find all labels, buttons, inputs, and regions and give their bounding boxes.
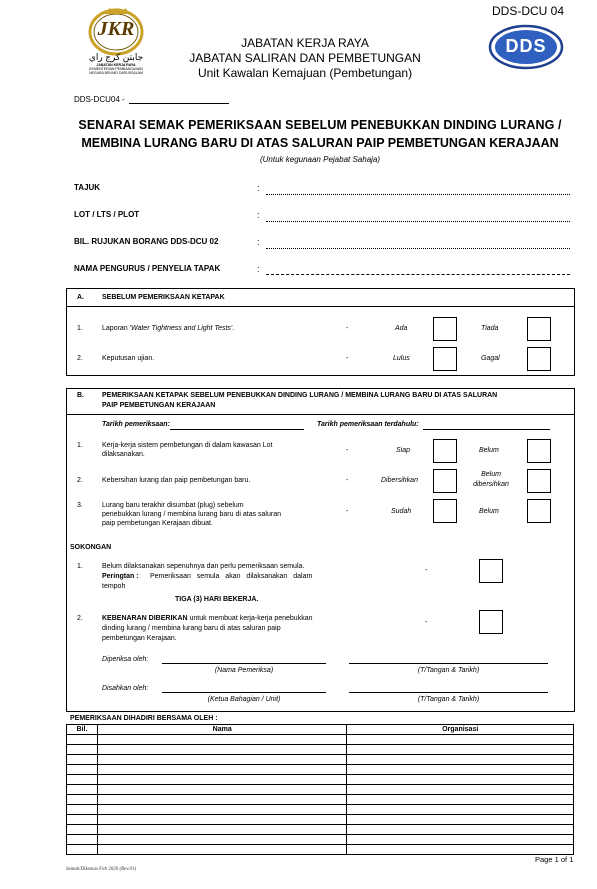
sokongan2-line3: pembetungan Kerajaan. <box>102 635 177 642</box>
col-header-bil: Bil. <box>67 725 98 735</box>
section-b-header-rule <box>66 414 574 415</box>
a2-opt1-checkbox[interactable] <box>433 347 457 371</box>
approved-name-caption: (Ketua Bahagian / Unit) <box>207 696 281 703</box>
field-label-tajuk: TAJUK <box>74 183 101 192</box>
sokongan1-peringtan: Peringtan : <box>102 573 139 580</box>
sokongan1-line2: Pemeriksaan semula akan dilaksanakan dalam <box>150 573 313 580</box>
b2-opt1-checkbox[interactable] <box>433 469 457 493</box>
bil-cell[interactable] <box>67 815 98 825</box>
sokongan1-bold: TIGA (3) HARI BEKERJA. <box>175 596 259 603</box>
organisasi-cell[interactable] <box>347 825 574 835</box>
b2-dash: - <box>346 477 349 484</box>
title-line2: MEMBINA LURANG BARU DI ATAS SALURAN PAIP PEMBETUNGAN KERAJAAN <box>81 136 559 150</box>
field-colon-lot: : <box>257 210 260 220</box>
b3-opt1-label: Sudah <box>391 508 412 515</box>
organisasi-cell[interactable] <box>347 775 574 785</box>
a2-opt1-label: Lulus <box>393 355 410 362</box>
bil-cell[interactable] <box>67 775 98 785</box>
a1-opt1-label: Ada <box>395 325 408 332</box>
nama-cell[interactable] <box>97 765 346 775</box>
b1-text2: dilaksanakan. <box>102 451 145 458</box>
a1-text-pre: Laporan <box>102 325 130 332</box>
nama-cell[interactable] <box>97 775 346 785</box>
jkr-logo-caption1: JABATAN KERJA RAYA <box>96 63 136 67</box>
section-a-title: SEBELUM PEMERIKSAAN KETAPAK <box>102 294 225 301</box>
ref-label: DDS-DCU04 - <box>74 95 125 104</box>
section-a-letter: A. <box>77 294 84 301</box>
org-line1: JABATAN KERJA RAYA <box>241 36 369 50</box>
field-label-lot: LOT / LTS / PLOT <box>74 210 140 219</box>
checked-name-line[interactable] <box>162 663 326 664</box>
jkr-logo-caption2: KEMENTERIAN PEMBANGUNAN <box>89 67 143 71</box>
jkr-logo-caption3: NEGARA BRUNEI DARUSSALAM <box>89 71 143 75</box>
sokongan1-line1: Belum dilaksanakan sepenuhnya dan perlu pemeriksaan semula. <box>102 563 305 570</box>
org-line2: JABATAN SALIRAN DAN PEMBETUNGAN <box>189 51 421 65</box>
organisasi-cell[interactable] <box>347 815 574 825</box>
sokongan2-num: 2. <box>77 615 83 622</box>
field-input-pengurus[interactable] <box>266 274 570 275</box>
a1-num: 1. <box>77 325 83 332</box>
b1-opt1-checkbox[interactable] <box>433 439 457 463</box>
a1-opt2-checkbox[interactable] <box>527 317 551 341</box>
prev-date-label: Tarikh pemeriksaan terdahulu: <box>317 421 419 428</box>
inspection-date-label: Tarikh pemeriksaan: <box>102 421 170 428</box>
bil-cell[interactable] <box>67 765 98 775</box>
section-b-title1: PEMERIKSAAN KETAPAK SEBELUM PENEBUKKAN DINDING LURANG / MEMBINA LURANG BARU DI ATAS SALURAN <box>102 392 498 399</box>
sokongan-heading: SOKONGAN <box>70 544 112 551</box>
b3-opt1-checkbox[interactable] <box>433 499 457 523</box>
jkr-logo-script: جابتن كرج راي <box>88 52 144 62</box>
bil-cell[interactable] <box>67 745 98 755</box>
b3-text1: Lurang baru terakhir disumbat (plug) sebelum <box>102 502 244 509</box>
table-row <box>67 765 574 775</box>
b2-text1: Kebersihan lurang dan paip pembetungan baru. <box>102 477 251 484</box>
jkr-logo-text: JKR <box>97 18 135 40</box>
sokongan2-bold-lead: KEBENARAN DIBERIKAN <box>102 615 188 622</box>
a2-dash: - <box>346 355 349 362</box>
bil-cell[interactable] <box>67 795 98 805</box>
nama-cell[interactable] <box>97 805 346 815</box>
organisasi-cell[interactable] <box>347 745 574 755</box>
dds-logo-text: DDS <box>505 36 547 56</box>
approved-by-label: Disahkan oleh: <box>102 685 149 692</box>
b1-dash: - <box>346 447 349 454</box>
org-line3: Unit Kawalan Kemajuan (Pembetungan) <box>197 66 413 80</box>
sokongan2-dash: - <box>425 619 428 626</box>
attendance-table <box>66 724 574 855</box>
footer-note: Semak/Dikemas Feb 2020 (Rev.01) <box>66 867 137 872</box>
organisasi-cell[interactable] <box>347 735 574 745</box>
title-subtitle: (Untuk kegunaan Pejabat Sahaja) <box>259 155 381 164</box>
approved-sign-line[interactable] <box>349 692 548 693</box>
bil-cell[interactable] <box>67 845 98 855</box>
a1-opt1-checkbox[interactable] <box>433 317 457 341</box>
field-input-rujukan[interactable] <box>266 248 570 249</box>
table-row <box>67 755 574 765</box>
field-colon-tajuk: : <box>257 183 260 193</box>
table-row <box>67 845 574 855</box>
nama-cell[interactable] <box>97 745 346 755</box>
field-colon-rujukan: : <box>257 237 260 247</box>
sokongan1-checkbox[interactable] <box>479 559 503 583</box>
col-header-nama: Nama <box>97 725 346 735</box>
b2-opt2-checkbox[interactable] <box>527 469 551 493</box>
section-a-header-rule <box>66 306 574 307</box>
b1-opt1-label: Siap <box>396 447 411 454</box>
sokongan2-checkbox[interactable] <box>479 610 503 634</box>
b3-text2: penebukkan lurang / membina lurang baru di atas saluran <box>102 511 282 518</box>
section-b-title2: PAIP PEMBETUNGAN KERAJAAN <box>102 402 216 409</box>
organisasi-cell[interactable] <box>347 835 574 845</box>
b3-num: 3. <box>77 502 83 509</box>
nama-cell[interactable] <box>97 735 346 745</box>
section-b-letter: B. <box>77 392 84 399</box>
nama-cell[interactable] <box>97 785 346 795</box>
checked-name-caption: (Nama Pemeriksa) <box>214 667 274 674</box>
table-row <box>67 825 574 835</box>
organisasi-cell[interactable] <box>347 845 574 855</box>
field-input-lot[interactable] <box>266 221 570 222</box>
inspection-date-input[interactable] <box>170 429 304 430</box>
table-row <box>67 805 574 815</box>
a2-opt2-checkbox[interactable] <box>527 347 551 371</box>
nama-cell[interactable] <box>97 845 346 855</box>
section-a-box <box>66 288 575 376</box>
approved-sign-caption: (T/Tangan & Tarikh) <box>417 696 480 703</box>
a2-text: Keputusan ujian. <box>102 355 155 362</box>
nama-cell[interactable] <box>97 755 346 765</box>
a1-text-ital: 'Water Tightness and Light Tests' <box>129 325 233 332</box>
nama-cell[interactable] <box>97 835 346 845</box>
nama-cell[interactable] <box>97 825 346 835</box>
title-line1: SENARAI SEMAK PEMERIKSAAN SEBELUM PENEBUKKAN DINDING LURANG / <box>78 118 562 132</box>
b3-opt2-label: Belum <box>479 508 499 515</box>
b3-text3: paip pembetungan Kerajaan dibuat. <box>102 520 213 527</box>
b2-opt2-label-line1: Belum <box>481 471 501 478</box>
attendance-header-row <box>67 725 574 735</box>
ref-input-line[interactable] <box>129 103 229 104</box>
table-row <box>67 745 574 755</box>
sokongan1-dash: - <box>425 567 428 574</box>
field-label-pengurus: NAMA PENGURUS / PENYELIA TAPAK <box>74 264 221 273</box>
b2-opt1-label: Dibersihkan <box>381 477 418 484</box>
checked-sign-line[interactable] <box>349 663 548 664</box>
b2-opt2-label-line2: dibersihkan <box>473 481 509 488</box>
b3-opt2-checkbox[interactable] <box>527 499 551 523</box>
attendance-table-body <box>67 725 574 855</box>
sokongan1-num: 1. <box>77 563 83 570</box>
organisasi-cell[interactable] <box>347 755 574 765</box>
dds-logo <box>488 24 564 70</box>
bil-cell[interactable] <box>67 755 98 765</box>
table-row <box>67 735 574 745</box>
attendance-heading: PEMERIKSAAN DIHADIRI BERSAMA OLEH : <box>70 715 218 722</box>
approved-name-line[interactable] <box>162 692 326 693</box>
sokongan2-line1 <box>102 615 312 622</box>
table-row <box>67 815 574 825</box>
a2-num: 2. <box>77 355 83 362</box>
checked-sign-caption: (T/Tangan & Tarikh) <box>417 667 480 674</box>
b1-opt2-label: Belum <box>479 447 499 454</box>
bil-cell[interactable] <box>67 805 98 815</box>
a1-dash: - <box>346 325 349 332</box>
prev-date-input[interactable] <box>423 429 550 430</box>
bil-cell[interactable] <box>67 825 98 835</box>
col-header-organisasi: Organisasi <box>347 725 574 735</box>
doc-code: DDS-DCU 04 <box>492 4 565 18</box>
b2-num: 2. <box>77 477 83 484</box>
field-colon-pengurus: : <box>257 264 260 274</box>
table-row <box>67 785 574 795</box>
checked-by-label: Diperiksa oleh: <box>102 656 149 663</box>
bil-cell[interactable] <box>67 835 98 845</box>
field-label-rujukan: BIL. RUJUKAN BORANG DDS-DCU 02 <box>74 237 219 246</box>
bil-cell[interactable] <box>67 735 98 745</box>
organisasi-cell[interactable] <box>347 785 574 795</box>
a1-text <box>102 325 234 332</box>
sokongan2-line1-text: untuk membuat kerja-kerja penebukkan <box>189 615 313 622</box>
organisasi-cell[interactable] <box>347 795 574 805</box>
table-row <box>67 775 574 785</box>
nama-cell[interactable] <box>97 795 346 805</box>
sokongan1-line3: tempoh <box>102 583 126 590</box>
b3-dash: - <box>346 508 349 515</box>
table-row <box>67 835 574 845</box>
field-input-tajuk[interactable] <box>266 194 570 195</box>
sokongan2-line2: dinding lurang / membina lurang baru di atas saluran paip <box>102 625 281 632</box>
organisasi-cell[interactable] <box>347 805 574 815</box>
b1-text1: Kerja-kerja sistem pembetungan di dalam kawasan Lot <box>102 442 273 449</box>
b1-opt2-checkbox[interactable] <box>527 439 551 463</box>
page-number: Page 1 of 1 <box>535 855 574 864</box>
bil-cell[interactable] <box>67 785 98 795</box>
b1-num: 1. <box>77 442 83 449</box>
a1-opt2-label: Tiada <box>481 325 499 332</box>
organisasi-cell[interactable] <box>347 765 574 775</box>
table-row <box>67 795 574 805</box>
a2-opt2-label: Gagal <box>481 355 500 362</box>
a1-text-post: . <box>232 325 235 332</box>
nama-cell[interactable] <box>97 815 346 825</box>
